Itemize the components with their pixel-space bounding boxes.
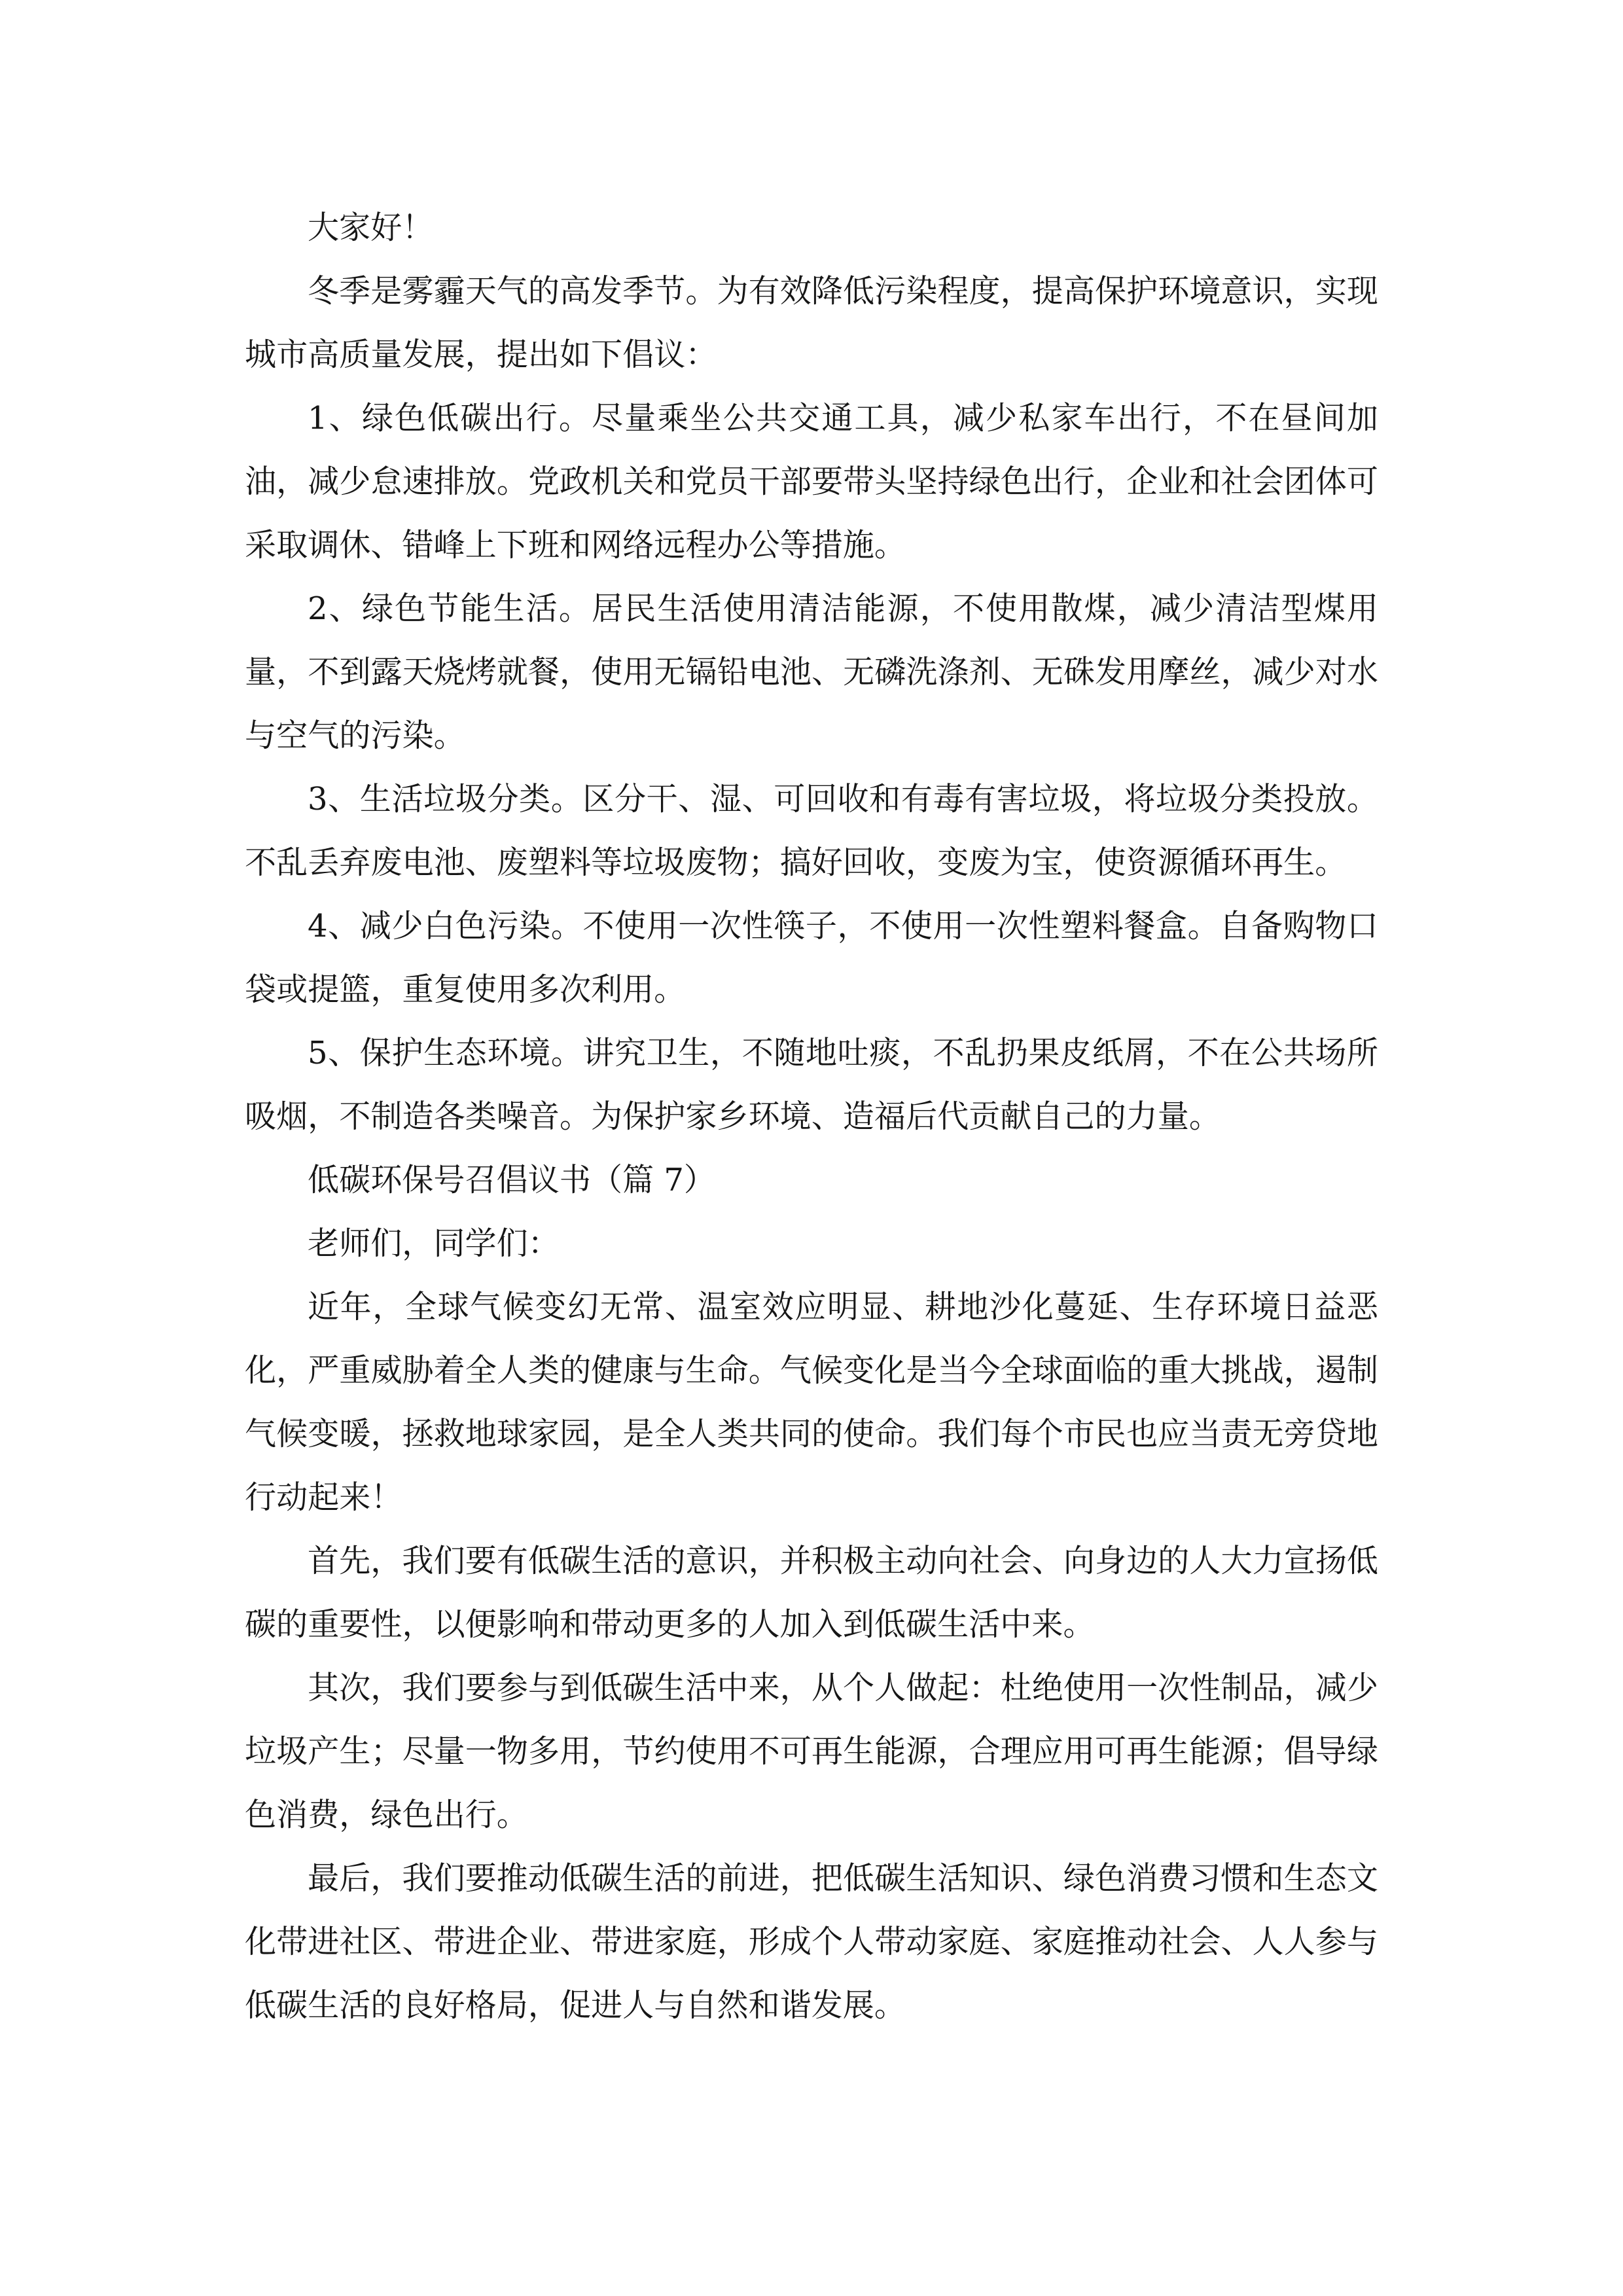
document-body xyxy=(245,196,1378,2037)
body-paragraph-2: 首先，我们要有低碳生活的意识，并积极主动向社会、向身边的人大力宣扬低碳的重要性，以便影响和带动更多的人加入到低碳生活中来。 xyxy=(245,1543,1378,1643)
body-paragraph-1: 近年，全球气候变幻无常、温室效应明显、耕地沙化蔓延、生存环境日益恶化，严重威胁着全人类的健康与生命。气候变化是当今全球面临的重大挑战，遏制气候变暖，拯救地球家园，是全人类共同的使命。我们每个市民也应当责无旁贷地行动起来！ xyxy=(245,1289,1378,1516)
proposal-item-3: 3、生活垃圾分类。区分干、湿、可回收和有毒有害垃圾，将垃圾分类投放。不乱丢弃废电池、废塑料等垃圾废物；搞好回收，变废为宝，使资源循环再生。 xyxy=(245,781,1378,881)
greeting: 大家好！ xyxy=(308,209,434,246)
intro-paragraph: 冬季是雾霾天气的高发季节。为有效降低污染程度，提高保护环境意识，实现城市高质量发展，提出如下倡议： xyxy=(245,273,1378,373)
salutation: 老师们，同学们： xyxy=(308,1225,560,1262)
proposal-item-1: 1、绿色低碳出行。尽量乘坐公共交通工具，减少私家车出行，不在昼间加油，减少怠速排放。党政机关和党员干部要带头坚持绿色出行，企业和社会团体可采取调休、错峰上下班和网络远程办公等措施。 xyxy=(245,400,1378,564)
body-paragraph-3: 其次，我们要参与到低碳生活中来，从个人做起：杜绝使用一次性制品，减少垃圾产生；尽量一物多用，节约使用不可再生能源，合理应用可再生能源；倡导绿色消费，绿色出行。 xyxy=(245,1670,1378,1833)
proposal-item-5: 5、保护生态环境。讲究卫生，不随地吐痰，不乱扔果皮纸屑，不在公共场所吸烟，不制造各类噪音。为保护家乡环境、造福后代贡献自己的力量。 xyxy=(245,1035,1378,1135)
proposal-item-4: 4、减少白色污染。不使用一次性筷子，不使用一次性塑料餐盒。自备购物口袋或提篮，重复使用多次利用。 xyxy=(245,908,1378,1008)
body-paragraph-4: 最后，我们要推动低碳生活的前进，把低碳生活知识、绿色消费习惯和生态文化带进社区、带进企业、带进家庭，形成个人带动家庭、家庭推动社会、人人参与低碳生活的良好格局，促进人与自然和谐发展。 xyxy=(245,1860,1378,2024)
section-title: 低碳环保号召倡议书（篇 7） xyxy=(308,1162,716,1198)
proposal-item-2: 2、绿色节能生活。居民生活使用清洁能源，不使用散煤，减少清洁型煤用量，不到露天烧烤就餐，使用无镉铅电池、无磷洗涤剂、无硃发用摩丝，减少对水与空气的污染。 xyxy=(245,590,1378,754)
